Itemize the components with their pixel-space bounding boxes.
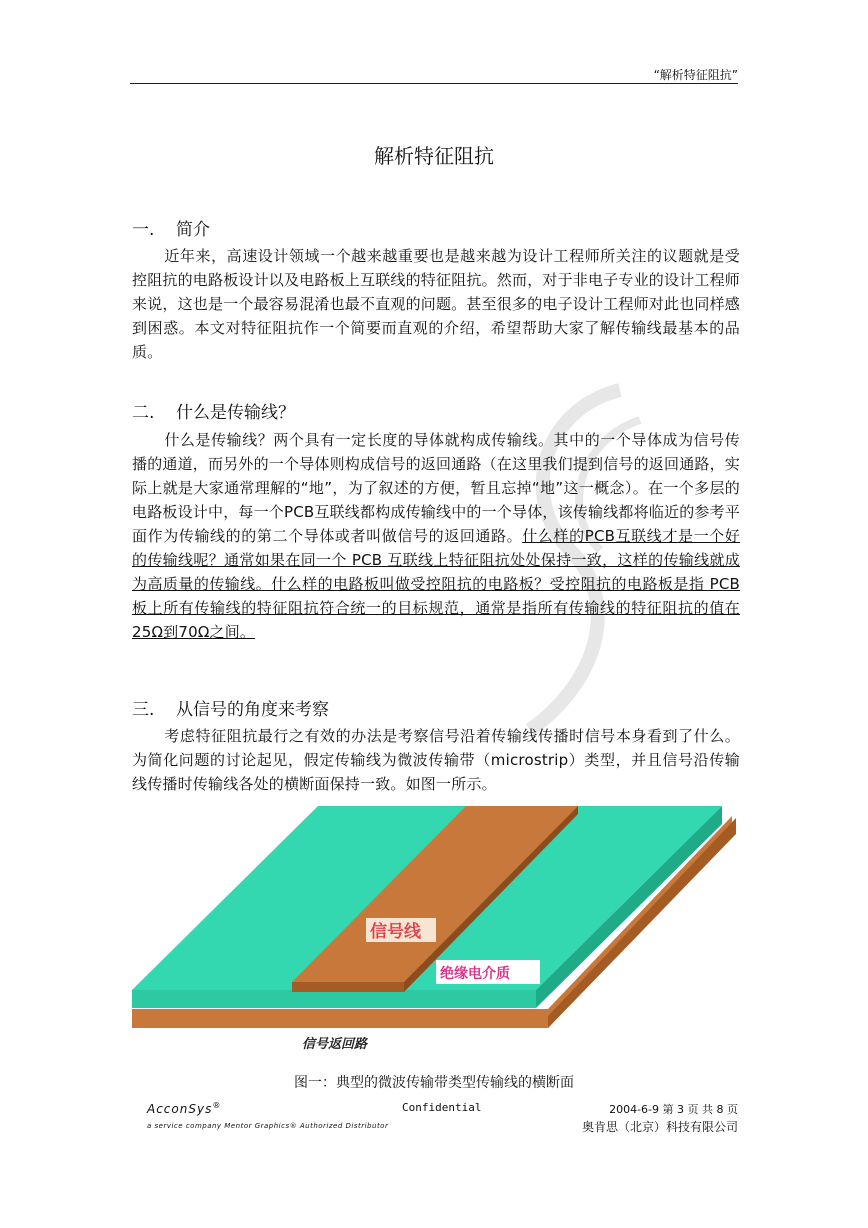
section-title: 简介	[176, 220, 210, 240]
paragraph-text: 考虑特征阻抗最行之有效的办法是考察信号沿着传输线传播时信号本身看到了什么。为简化问题的讨论起见，假定传输线为微波传输带（microstrip）类型，并且信号沿传输线传播时传输线各处的横断面保持一致。如图一所示。	[132, 727, 740, 793]
running-header: “解析特征阻抗”	[653, 68, 738, 82]
section-title: 什么是传输线？	[176, 403, 295, 423]
footer-date-page: 2004-6-9 第 3 页 共 8 页	[609, 1103, 738, 1116]
microstrip-figure	[132, 806, 738, 1058]
header-rule	[130, 83, 738, 84]
brand-mark: ®	[212, 1101, 222, 1110]
brand-name: AcconSys	[147, 1102, 213, 1116]
section-heading-1	[132, 215, 210, 240]
section-number: 一.	[132, 220, 155, 240]
signal-label: 信号线	[370, 922, 421, 942]
paragraph-signal-view	[132, 724, 740, 796]
section-title: 从信号的角度来考察	[176, 700, 329, 720]
footer-brand	[147, 1101, 221, 1116]
underlined-text: 什么样的PCB互联线才是一个好的传输线呢？通常如果在同一个 PCB 互联线上特征阻抗处处保持一致，这样的传输线就成为高质量的传输线。什么样的电路板叫做受控阻抗的电路板？受控阻抗的电路板是指 PCB 板上所有传输线的特征阻抗符合统一的目标规范，通常是指所有传输线的特征阻抗的值在25Ω到70Ω之间。	[132, 527, 740, 641]
signal-trace-front	[292, 982, 404, 992]
footer-subline: a service company Mentor Graphics® Authorized Distributor	[147, 1122, 389, 1130]
paragraph-transmission-line	[132, 428, 740, 644]
footer-company: 奥肯思（北京）科技有限公司	[581, 1120, 738, 1134]
section-number: 三.	[132, 700, 155, 720]
dielectric-front	[132, 990, 536, 1008]
paragraph-text: 近年来，高速设计领域一个越来越重要也是越来越为设计工程师所关注的议题就是受控阻抗的电路板设计以及电路板上互联线的特征阻抗。然而，对于非电子专业的设计工程师来说，这也是一个最容易混淆也最不直观的问题。甚至很多的电子设计工程师对此也同样感到困惑。本文对特征阻抗作一个简要而直观的介绍，希望帮助大家了解传输线最基本的品质。	[132, 247, 741, 361]
dielectric-label: 绝缘电介质	[440, 966, 510, 982]
section-number: 二.	[132, 403, 155, 423]
figure-caption: 图一：典型的微波传输带类型传输线的横断面	[294, 1075, 574, 1091]
paragraph-text: 什么是传输线？两个具有一定长度的导体就构成传输线。其中的一个导体成为信号传播的通道，而另外的一个导体则构成信号的返回通路（在这里我们提到信号的返回通路，实际上就是大家通常理解的“地”，为了叙述的方便，暂且忘掉“地”这一概念）。在一个多层的电路板设计中，每一个PCB互联线都构成传输线中的一个导体，该传输线都将临近的参考平面作为传输线的的第二个导体或者叫做信号的返回通路。	[132, 431, 741, 545]
section-heading-2	[132, 398, 295, 423]
document-title: 解析特征阻抗	[374, 144, 494, 168]
return-path-label: 信号返回路	[302, 1037, 368, 1052]
section-heading-3	[132, 695, 329, 720]
paragraph-intro	[132, 244, 740, 364]
footer-confidential: Confidential	[402, 1101, 482, 1114]
